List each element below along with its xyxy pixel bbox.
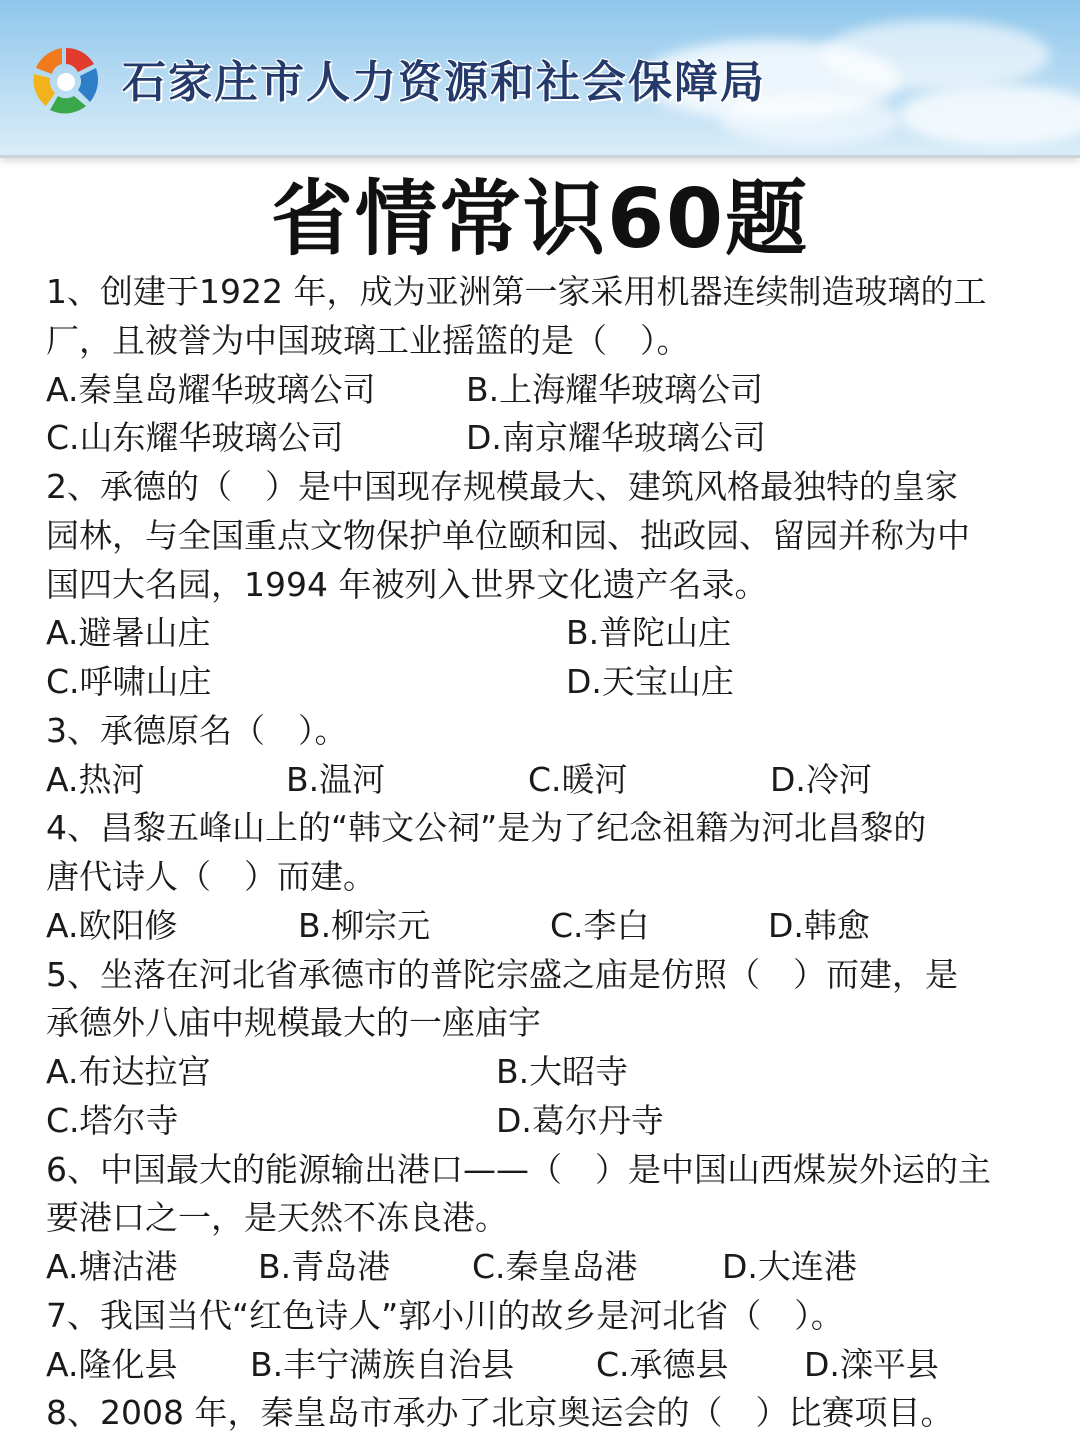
page-title: 省情常识60题 [270,172,810,267]
option-row [46,414,1046,463]
question-text-line: 园林，与全国重点文物保护单位颐和园、拙政园、留园并称为中 [46,515,970,555]
option-b: B.上海耀华玻璃公司 [466,369,764,409]
option-a: A.秦皇岛耀华玻璃公司 [46,369,376,409]
option-row [46,658,1046,707]
option-d: D.葛尔丹寺 [496,1100,664,1140]
option-a: A.塘沽港 [46,1247,178,1286]
question-text-line: 2、承德的（ ）是中国现存规模最大、建筑风格最独特的皇家 [46,467,958,506]
option-d: D.大连港 [722,1247,857,1286]
cloud-decoration [900,85,1080,145]
option-row [46,1243,1046,1292]
option-c: C.秦皇岛港 [472,1247,638,1286]
option-c: C.山东耀华玻璃公司 [46,418,344,458]
option-b: B.丰宁满族自治县 [250,1344,515,1384]
header-banner [0,0,1080,158]
option-a: A.欧阳修 [46,905,178,945]
option-row [46,756,1046,805]
option-c: C.暖河 [528,759,628,799]
question-list [46,268,1046,1438]
option-b: B.普陀山庄 [566,613,732,653]
option-d: D.天宝山庄 [566,662,734,701]
question-text-line: 3、承德原名（ ）。 [46,710,348,750]
option-d: D.南京耀华玻璃公司 [466,418,766,458]
option-a: A.布达拉宫 [46,1052,211,1091]
question-text-line: 4、昌黎五峰山上的“韩文公祠”是为了纪念祖籍为河北昌黎的 [46,808,927,848]
option-b: B.大昭寺 [496,1052,629,1091]
cloud-decoration [820,20,1050,90]
option-a: A.隆化县 [46,1344,178,1384]
option-d: D.冷河 [770,759,872,799]
question-text-line: 5、坐落在河北省承德市的普陀宗盛之庙是仿照（ ）而建，是 [46,954,958,994]
bureau-logo-icon [26,42,106,122]
question-text-line: 承德外八庙中规模最大的一座庙宇 [46,1003,541,1043]
option-b: B.青岛港 [258,1247,391,1286]
option-a: A.避暑山庄 [46,613,211,653]
question-text-line: 6、中国最大的能源输出港口——（ ）是中国山西煤炭外运的主 [46,1149,991,1189]
question-text-line: 7、我国当代“红色诗人”郭小川的故乡是河北省（ ）。 [46,1295,844,1335]
option-c: C.李白 [550,905,650,945]
option-row [46,366,1046,415]
question-text-line: 1、创建于1922 年，成为亚洲第一家采用机器连续制造玻璃的工 [46,272,987,311]
organization-name: 石家庄市人力资源和社会保障局 [122,57,766,108]
option-row [46,1048,1046,1097]
option-row [46,1341,1046,1390]
question-text-line: 8、2008 年，秦皇岛市承办了北京奥运会的（ ）比赛项目。 [46,1393,954,1433]
option-d: D.滦平县 [804,1344,939,1384]
question-text-line: 要港口之一，是天然不冻良港。 [46,1198,508,1238]
option-c: C.塔尔寺 [46,1100,179,1140]
option-c: C.承德县 [596,1344,729,1384]
question-text-line: 厂，且被誉为中国玻璃工业摇篮的是（ ）。 [46,320,690,360]
option-b: B.温河 [286,759,386,799]
option-d: D.韩愈 [768,905,870,945]
option-row [46,609,1046,658]
question-text-line: 唐代诗人（ ）而建。 [46,857,376,896]
option-row [46,1097,1046,1146]
option-b: B.柳宗元 [298,905,431,945]
option-row [46,902,1046,951]
question-text-line: 国四大名园，1994 年被列入世界文化遗产名录。 [46,564,768,604]
option-a: A.热河 [46,759,145,799]
option-c: C.呼啸山庄 [46,662,212,701]
